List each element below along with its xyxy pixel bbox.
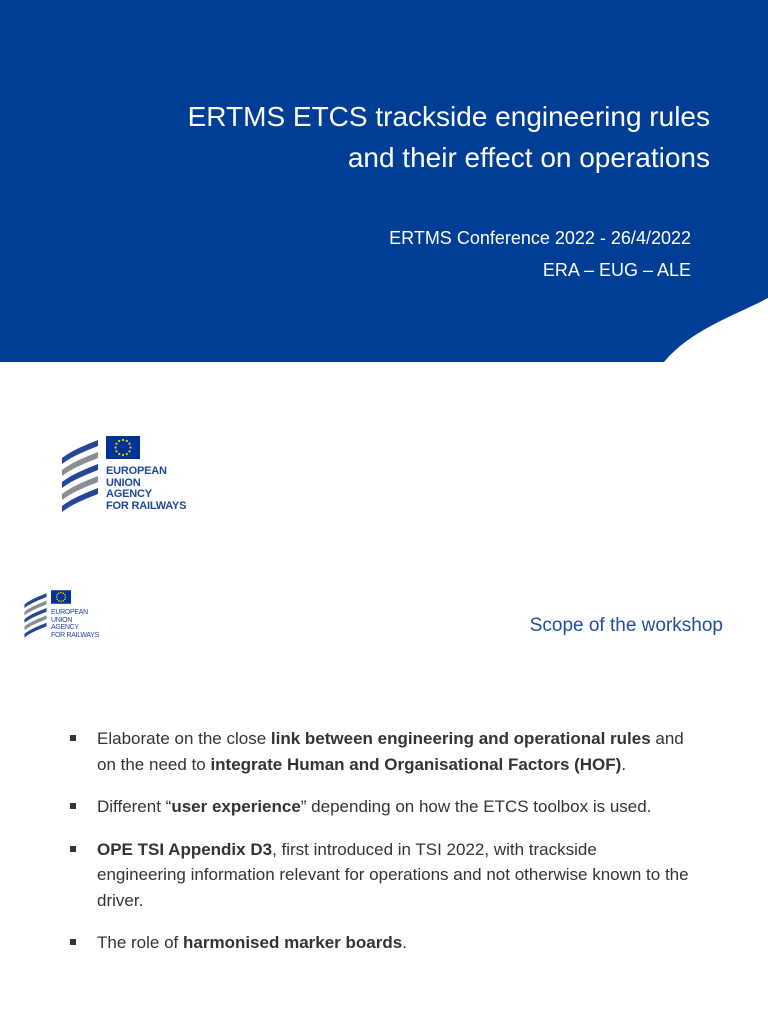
bullet-square-icon [70,846,76,852]
bullet-text: and on the need to [97,729,684,774]
scope-bullet-list [70,726,690,973]
bullet-emphasis: link between engineering and operational rules [270,729,651,748]
bullet-emphasis: integrate Human and Organisational Factors (HOF) [210,754,622,774]
bullet-square-icon [70,803,76,809]
bullet-emphasis: OPE TSI Appendix D3 [97,839,273,859]
slide-title-line-2: and their effect on operations [347,142,710,173]
bullet-item [70,794,690,820]
workshop-scope-title: Scope of the workshop [529,615,723,636]
bullet-text: . [402,933,407,952]
era-logo-text: EUROPEAN UNION AGENCY FOR RAILWAYS [51,609,99,639]
header-background [0,0,768,362]
bullet-square-icon [70,939,76,945]
era-logo-large [58,436,208,518]
era-logo-small [22,590,112,642]
bullet-emphasis: harmonised marker boards [183,933,403,952]
conference-date: ERTMS Conference 2022 - 26/4/2022 [389,228,691,248]
era-logo-text: EUROPEAN UNION AGENCY FOR RAILWAYS [106,465,187,512]
bullet-text: ” depending on how the ETCS toolbox is used. [300,797,652,816]
eu-flag-icon [51,590,71,604]
bullet-square-icon [70,735,76,741]
bullet-text: Different “ [97,797,172,816]
eu-flag-icon [106,436,140,459]
era-stripes-icon [58,438,102,516]
bullet-emphasis: user experience [171,797,301,816]
bullet-item [70,726,690,777]
organisations-line: ERA – EUG – ALE [542,260,691,280]
bullet-text: Elaborate on the close [97,729,271,748]
title-slide-header [0,0,768,362]
slide-title-line-1: ERTMS ETCS trackside engineering rules [187,101,710,132]
bullet-item [70,837,690,914]
bullet-text: The role of [97,933,183,952]
era-stripes-icon [22,592,49,640]
bullet-item [70,930,690,956]
bullet-text: , first introduced in TSI 2022, with trackside engineering information relevant for operations and not otherwise known to the driver. [97,839,689,910]
bullet-text: . [621,754,627,774]
